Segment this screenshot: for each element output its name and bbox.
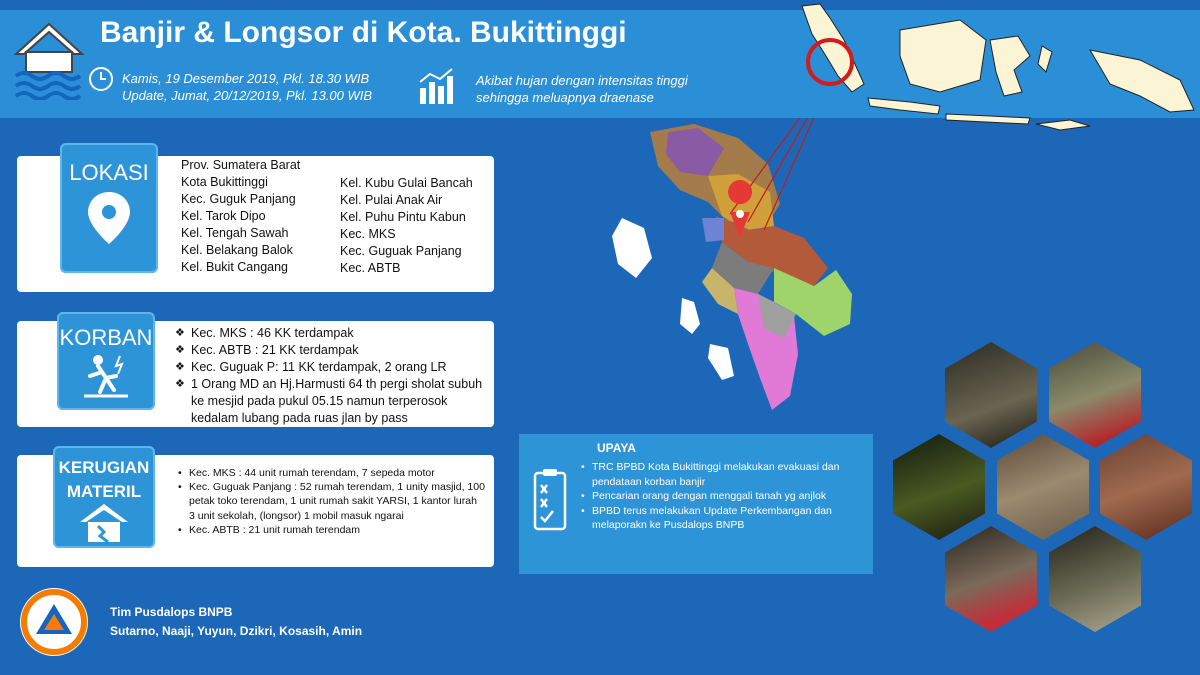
list-item: ❖ Kec. MKS : 46 KK terdampak xyxy=(175,325,487,342)
location-item: Kel. Tengah Sawah xyxy=(181,226,289,240)
cause-description: Akibat hujan dengan intensitas tinggi sehingga meluapnya draenase xyxy=(476,73,688,105)
list-item: • Pencarian orang dengan menggali tanah yg anjlok xyxy=(578,489,868,504)
photo-mudflow xyxy=(1100,434,1192,540)
location-item: Kel. Bukit Cangang xyxy=(181,260,289,274)
location-item: Kec. Guguak Panjang xyxy=(340,244,462,258)
location-item: Kel. Puhu Pintu Kabun xyxy=(340,210,466,224)
photo-flooded-street-night xyxy=(945,342,1037,448)
kerugian-list xyxy=(175,466,485,537)
lokasi-title: LOKASI xyxy=(69,160,149,185)
location-item: Kel. Kubu Gulai Bancah xyxy=(340,176,473,190)
flood-house-icon xyxy=(10,18,88,100)
upaya-title: UPAYA xyxy=(597,441,636,455)
location-pin-icon xyxy=(84,190,134,246)
list-item: ❖ Kec. ABTB : 21 KK terdampak xyxy=(175,342,487,359)
location-item: Prov. Sumatera Barat xyxy=(181,158,301,172)
date-line-1: Kamis, 19 Desember 2019, Pkl. 18.30 WIB xyxy=(122,71,370,86)
location-item: Kel. Belakang Balok xyxy=(181,243,293,257)
location-item: Kec. MKS xyxy=(340,227,396,241)
bnpb-logo xyxy=(18,586,90,658)
clock-icon xyxy=(88,66,114,92)
page-title: Banjir & Longsor di Kota. Bukittinggi xyxy=(100,16,627,49)
list-item: • TRC BPBD Kota Bukittinggi melakukan evakuasi dan pendataan korban banjir xyxy=(578,460,868,489)
photo-road-night xyxy=(893,434,985,540)
list-item: • BPBD terus melakukan Update Perkembangan dan melaporakn ke Pusdalops BNPB xyxy=(578,504,868,533)
falling-person-icon xyxy=(80,352,132,398)
lokasi-column-2 xyxy=(340,175,490,277)
location-item: Kel. Pulai Anak Air xyxy=(340,193,443,207)
location-item: Kota Bukittinggi xyxy=(181,175,268,189)
photo-street-shops xyxy=(945,526,1037,632)
list-item: • Kec. Guguak Panjang : 52 rumah terendam, 1 unity masjid, 100 petak toko terendam, 1 unit rumah sakit YARSI, 1 kantor lurah 3 unit sekolah, (longsor) 1 mobil masuk ngarai xyxy=(175,480,485,523)
korban-title: KORBAN xyxy=(59,325,153,350)
bar-chart-icon xyxy=(416,66,456,106)
date-line-2: Update, Jumat, 20/12/2019, Pkl. 13.00 WIB xyxy=(122,88,373,103)
upaya-list xyxy=(578,460,868,533)
kerugian-title-line-2: MATERIL xyxy=(66,482,142,501)
list-item: ❖ 1 Orang MD an Hj.Harmusti 64 th pergi sholat subuh ke mesjid pada pukul 05.15 namun terperosok kedalam lubang pada ruas jlan by pass xyxy=(175,376,487,427)
checklist-icon xyxy=(533,467,567,531)
report-dates xyxy=(122,70,372,104)
photo-flooded-road xyxy=(1049,526,1141,632)
damaged-house-icon xyxy=(78,502,130,544)
list-item: • Kec. ABTB : 21 unit rumah terendam xyxy=(175,523,485,537)
footer-team: Tim Pusdalops BNPB xyxy=(110,605,233,619)
kerugian-title xyxy=(53,456,155,504)
footer-names: Sutarno, Naaji, Yuyun, Dzikri, Kosasih, Amin xyxy=(110,624,363,638)
list-item: ❖ Kec. Guguak P: 11 KK terdampak, 2 orang LR xyxy=(175,359,487,376)
photo-landslide xyxy=(997,434,1089,540)
province-map xyxy=(598,118,868,413)
lokasi-column-1 xyxy=(181,157,341,276)
photo-flooded-shop xyxy=(1049,342,1141,448)
korban-list xyxy=(175,325,487,427)
location-item: Kec. Guguk Panjang xyxy=(181,192,296,206)
list-item: • Kec. MKS : 44 unit rumah terendam, 7 sepeda motor xyxy=(175,466,485,480)
kerugian-title-line-1: KERUGIAN xyxy=(58,458,150,477)
location-item: Kec. ABTB xyxy=(340,261,401,275)
location-item: Kel. Tarok Dipo xyxy=(181,209,266,223)
